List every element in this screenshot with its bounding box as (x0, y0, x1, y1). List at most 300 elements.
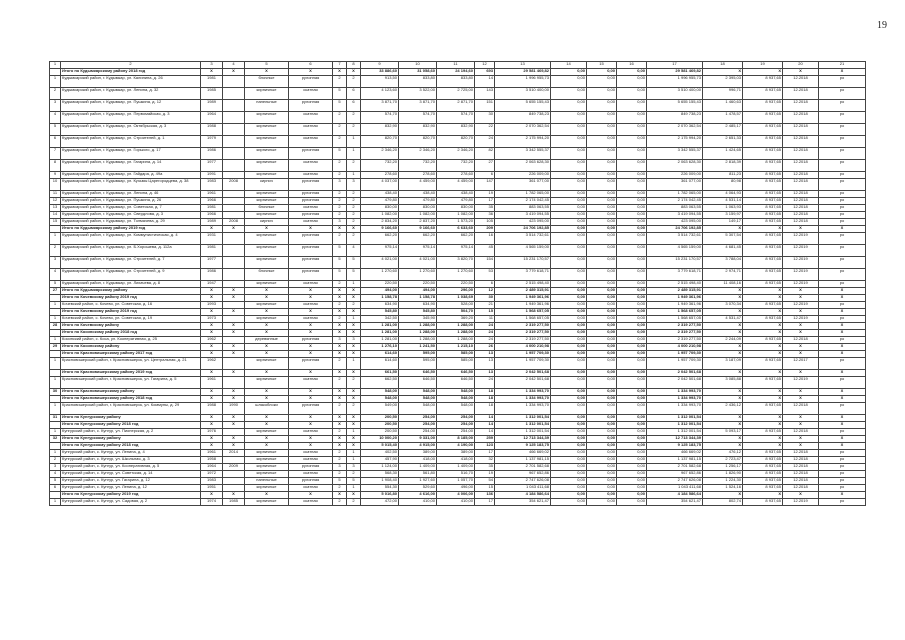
table-cell: X (223, 415, 245, 422)
table-cell: 3 070,34 (703, 302, 743, 309)
column-number: 14 (551, 62, 587, 69)
table-cell: 14 (475, 76, 495, 88)
table-cell: ро (819, 316, 866, 323)
table-row (50, 302, 866, 309)
table-cell: X (703, 330, 743, 337)
table-cell: 5 (333, 100, 347, 112)
table-cell: 1 (50, 76, 61, 88)
table-cell: 12.2018 (783, 160, 819, 172)
table-cell: X (245, 436, 289, 443)
table-cell: скатная (289, 471, 333, 478)
table-cell: кирпичные (245, 198, 289, 205)
table-cell: X (347, 288, 361, 295)
address-cell: Кудымкарский район, г. Кудымкар, ул. Гайдара, д. 49а (61, 172, 201, 179)
address-cell: Итого по Кудымкарскому району 2019 год (61, 226, 201, 233)
table-cell (223, 148, 245, 160)
table-cell: 2 (333, 112, 347, 124)
table-cell: 1 124,00 (361, 464, 399, 471)
table-cell: X (743, 323, 783, 330)
table-cell: 5 (333, 245, 347, 257)
table-cell: 254,00 (399, 422, 437, 429)
table-cell: 0,00 (587, 124, 617, 136)
table-cell: X (245, 69, 289, 76)
table-cell: X (743, 295, 783, 302)
table-cell: 12.2019 (783, 281, 819, 288)
table-cell: 0,00 (551, 69, 587, 76)
table-cell: 2 485,17 (703, 124, 743, 136)
table-cell: X (333, 330, 347, 337)
table-cell: X (347, 330, 361, 337)
table-cell: 8 937,65 (743, 179, 783, 191)
table-cell: X (743, 226, 783, 233)
table-cell: 646,50 (399, 377, 437, 389)
table-cell: 8 937,65 (743, 219, 783, 226)
table-cell: 3 (50, 464, 61, 471)
table-cell: 661,50 (361, 370, 399, 377)
group-total-row (50, 288, 866, 295)
table-cell: 4 565 159,00 (495, 245, 551, 257)
table-cell: 2 (347, 205, 361, 212)
table-cell (223, 233, 245, 245)
table-cell: 5 (347, 478, 361, 485)
table-cell: 254,00 (399, 415, 437, 422)
table-cell: кирпичные (245, 136, 289, 148)
address-cell: Кочевский район, с. Кочево, ул. Советская, д. 19 (61, 316, 201, 323)
table-cell: 0,00 (551, 295, 587, 302)
table-cell: X (289, 436, 333, 443)
table-cell (50, 396, 61, 403)
table-cell: 8 937,65 (743, 191, 783, 198)
table-cell: 2 319 277,50 (647, 330, 703, 337)
table-cell: X (783, 370, 819, 377)
table-cell: X (347, 415, 361, 422)
table-cell: 1 568 657,05 (647, 309, 703, 316)
table-cell: 2 701 582,68 (495, 464, 551, 471)
table-cell: скатная (289, 429, 333, 436)
table-cell: 0,00 (551, 179, 587, 191)
table-cell: X (201, 396, 223, 403)
table-cell: 410,00 (437, 499, 475, 506)
table-cell: 1 460,63 (703, 100, 743, 112)
table-cell: 0,00 (551, 429, 587, 436)
table-cell: X (783, 295, 819, 302)
table-cell: 4 459,00 (437, 179, 475, 191)
table-cell: 12.2019 (783, 245, 819, 257)
table-cell: 479,80 (361, 198, 399, 205)
table-cell: X (223, 288, 245, 295)
table-cell: 0,00 (551, 330, 587, 337)
table-cell: 0,00 (587, 422, 617, 429)
table-cell: 1 276,10 (361, 344, 399, 351)
table-cell: 1981 (201, 76, 223, 88)
table-cell: 3 (333, 337, 347, 344)
table-cell: 8 937,65 (743, 76, 783, 88)
table-cell: 12.2018 (783, 100, 819, 112)
table-cell: 0,00 (587, 436, 617, 443)
address-cell: Итого по Красновишерскому району 2018 год (61, 396, 201, 403)
table-cell: 496,00 (437, 485, 475, 492)
table-cell: блочные (245, 76, 289, 88)
table-cell: ро (819, 377, 866, 389)
table-cell: 1 (347, 172, 361, 179)
table-cell: 0,00 (617, 464, 647, 471)
table-cell: X (245, 330, 289, 337)
table-cell: X (819, 389, 866, 396)
table-cell: 0,00 (587, 179, 617, 191)
table-cell: 12.2018 (783, 403, 819, 415)
address-cell: Кудымкарский район, г. Кудымкар, ул. Пушкина, д. 26 (61, 198, 201, 205)
group-total-row (50, 295, 866, 302)
table-cell: 4 000 210,98 (647, 344, 703, 351)
table-row (50, 212, 866, 219)
table-cell: 2 837,20 (399, 219, 437, 226)
table-cell: ро (819, 148, 866, 160)
table-cell: X (201, 436, 223, 443)
table-cell: 389,00 (437, 450, 475, 457)
table-cell: 545,80 (361, 309, 399, 316)
table-cell: X (819, 396, 866, 403)
table-cell: 732,20 (437, 160, 475, 172)
table-cell: 4 006,00 (437, 492, 475, 499)
table-cell: 2 651,33 (703, 136, 743, 148)
table-cell: 3 187,09 (703, 358, 743, 370)
table-cell: 8 937,65 (743, 499, 783, 506)
table-cell: X (245, 309, 289, 316)
table-cell: 548,00 (361, 389, 399, 396)
table-cell: X (223, 351, 245, 358)
address-cell: Кудымкарский район, г. Кудымкар, ул. Б.Хорошева, д. 112а (61, 245, 201, 257)
table-cell: 1 288,00 (437, 323, 475, 330)
table-cell: 2 (347, 403, 361, 415)
table-cell (223, 302, 245, 309)
table-cell: 0,00 (587, 302, 617, 309)
table-cell: ро (819, 172, 866, 179)
table-cell: 996,71 (703, 88, 743, 100)
table-cell: 2 063 628,30 (495, 160, 551, 172)
table-cell: 27 (50, 288, 61, 295)
table-cell: 12.2018 (783, 219, 819, 226)
table-cell: 136 (475, 492, 495, 499)
table-cell: скатная (289, 485, 333, 492)
table-cell: 8 937,65 (743, 172, 783, 179)
table-cell: 1977 (201, 257, 223, 269)
table-cell: 2 (333, 76, 347, 88)
table-cell: 2 (347, 112, 361, 124)
table-cell: 4 (50, 471, 61, 478)
table-cell: X (223, 69, 245, 76)
table-cell: 0,00 (617, 309, 647, 316)
table-cell: X (783, 492, 819, 499)
table-cell (223, 485, 245, 492)
table-cell: 0,00 (617, 337, 647, 344)
table-cell: 12.2018 (783, 471, 819, 478)
table-cell: X (819, 288, 866, 295)
table-cell: X (245, 389, 289, 396)
table-cell: скатная (289, 219, 333, 226)
table-cell: X (201, 443, 223, 450)
table-cell: 8 937,65 (743, 212, 783, 219)
table-cell: X (333, 443, 347, 450)
table-cell: панельные (245, 100, 289, 112)
table-cell: ро (819, 179, 866, 191)
table-cell: 0,00 (617, 172, 647, 179)
table-cell: 80,98 (703, 179, 743, 191)
table-cell: 2 346,20 (437, 148, 475, 160)
table-cell: X (783, 288, 819, 295)
table-cell: 1981 (201, 205, 223, 212)
table-cell: 0,00 (617, 205, 647, 212)
table-cell: X (223, 396, 245, 403)
table-cell: 0,00 (551, 136, 587, 148)
table-cell: 548,00 (399, 389, 437, 396)
table-cell: 12.2018 (783, 198, 819, 205)
table-cell: X (743, 422, 783, 429)
table-cell: 0,00 (617, 245, 647, 257)
table-cell: 585,00 (437, 358, 475, 370)
table-cell (223, 377, 245, 389)
table-row (50, 450, 866, 457)
table-cell: ро (819, 281, 866, 288)
table-cell: 2 (333, 212, 347, 219)
table-cell: X (245, 415, 289, 422)
table-cell: 3 (347, 179, 361, 191)
table-cell: 8 937,65 (743, 198, 783, 205)
table-cell: 0,00 (617, 316, 647, 323)
table-cell: 1931 (201, 233, 223, 245)
table-cell: кирпичные (245, 160, 289, 172)
table-cell: блочные (245, 205, 289, 212)
table-cell: 2 063 628,30 (647, 160, 703, 172)
table-cell: кирпичные (245, 124, 289, 136)
table-cell: 0,00 (587, 323, 617, 330)
table-cell: 548,00 (361, 396, 399, 403)
address-cell: Кудымкарский район, г. Кудымкар, ул. Гагарина, д. 14 (61, 160, 201, 172)
table-cell: X (819, 330, 866, 337)
table-cell: 12.2018 (783, 478, 819, 485)
table-cell: X (333, 422, 347, 429)
table-cell: 2 489 315,91 (495, 288, 551, 295)
table-cell: X (743, 492, 783, 499)
table-cell (50, 370, 61, 377)
table-cell: 8 937,65 (743, 88, 783, 100)
table-cell: 1 288,00 (437, 330, 475, 337)
table-cell: X (347, 323, 361, 330)
table-cell: 693 (475, 69, 495, 76)
address-cell: Итого по Красновишерскому району (61, 389, 201, 396)
table-cell (223, 471, 245, 478)
table-cell: X (783, 69, 819, 76)
table-cell: X (289, 443, 333, 450)
table-cell: X (783, 351, 819, 358)
address-cell: Итого по Кунгурскому району 2018 год (61, 443, 201, 450)
table-cell: 1 137 981,15 (647, 457, 703, 464)
table-cell (223, 136, 245, 148)
group-total-row (50, 422, 866, 429)
table-cell: 975,14 (399, 245, 437, 257)
table-cell: 0,00 (617, 323, 647, 330)
table-cell: 0,00 (617, 377, 647, 389)
table-cell: 31 058,60 (399, 69, 437, 76)
table-cell: 1 288,00 (399, 323, 437, 330)
table-cell: X (201, 492, 223, 499)
table-cell: 12.2018 (783, 136, 819, 148)
table-cell: 5 (333, 257, 347, 269)
table-cell: 1 (347, 358, 361, 370)
table-cell: 3 159,97 (703, 212, 743, 219)
table-cell: X (333, 295, 347, 302)
table-cell: 1 334 993,70 (647, 403, 703, 415)
address-cell: Кудымкарский район, г. Кудымкар, ул. Пушкина, д. 12 (61, 100, 201, 112)
table-cell: 634,90 (361, 302, 399, 309)
table-cell: 0,00 (587, 226, 617, 233)
table-cell: 0,00 (587, 396, 617, 403)
table-cell: 220,50 (361, 281, 399, 288)
table-cell: 0,00 (551, 226, 587, 233)
table-cell: 0,00 (617, 219, 647, 226)
table-cell: 1 (50, 429, 61, 436)
table-cell: 1961 (201, 191, 223, 198)
table-cell: 8 937,65 (743, 358, 783, 370)
table-cell: 1 270,60 (361, 269, 399, 281)
table-cell: 1985 (223, 499, 245, 506)
table-cell: 18 (475, 396, 495, 403)
table-cell: 1 (50, 302, 61, 309)
table-cell: 151 (475, 100, 495, 112)
address-cell: Итого по Косинскому району 2018 год (61, 330, 201, 337)
group-total-row (50, 309, 866, 316)
table-cell: 0,00 (551, 344, 587, 351)
table-cell: 12 713 344,39 (495, 436, 551, 443)
table-cell: 2 395,03 (703, 76, 743, 88)
table-cell: 14 (475, 415, 495, 422)
table-cell: ро (819, 471, 866, 478)
table-cell: 1989 (201, 219, 223, 226)
table-cell: ро (819, 112, 866, 124)
table-cell: 149,17 (703, 219, 743, 226)
table-cell: X (783, 323, 819, 330)
table-cell: 200,50 (361, 415, 399, 422)
table-cell: скатная (289, 124, 333, 136)
table-cell: 278,60 (437, 172, 475, 179)
table-cell: 3 871,70 (361, 100, 399, 112)
table-cell: 24 (475, 330, 495, 337)
table-cell: 24 706 192,85 (495, 226, 551, 233)
table-cell: X (333, 415, 347, 422)
table-cell: 1 312 001,54 (647, 429, 703, 436)
table-cell: 82 (475, 148, 495, 160)
table-cell: 1961 (201, 377, 223, 389)
table-cell: 1 063,93 (703, 205, 743, 212)
table-cell: 0,00 (617, 76, 647, 88)
table-cell: 0,00 (551, 191, 587, 198)
table-cell: X (743, 389, 783, 396)
table-cell: 5 (347, 269, 361, 281)
table-cell: рулонная (289, 198, 333, 205)
table-cell: 3 522,00 (399, 88, 437, 100)
table-cell: 0,00 (551, 124, 587, 136)
table-cell: 1 082,00 (361, 212, 399, 219)
table-cell: 35 (475, 205, 495, 212)
table-cell: 6 (50, 485, 61, 492)
table-cell: X (783, 422, 819, 429)
table-cell: 0,00 (587, 464, 617, 471)
table-cell: X (289, 323, 333, 330)
table-cell: 4 037,00 (361, 179, 399, 191)
table-cell: 0,00 (551, 389, 587, 396)
address-cell: Итого по Кунгурскому району 2019 год (61, 492, 201, 499)
table-cell: 4 021,00 (361, 257, 399, 269)
table-cell: 646,50 (437, 370, 475, 377)
table-cell: X (347, 295, 361, 302)
address-cell: Кудымкарский район, г. Кудымкар, ул. Строителей, д. 9 (61, 269, 201, 281)
table-cell: 2 (333, 450, 347, 457)
table-cell: 2 818,39 (703, 160, 743, 172)
table-cell: рулонная (289, 403, 333, 415)
table-cell: ро (819, 88, 866, 100)
table-cell: 24 (475, 136, 495, 148)
table-cell: 254,00 (437, 429, 475, 436)
table-cell: 1 573,20 (437, 219, 475, 226)
table-cell: X (289, 415, 333, 422)
table-cell: 8 (50, 160, 61, 172)
address-cell: Итого по Косинскому району (61, 344, 201, 351)
table-cell: X (223, 422, 245, 429)
table-cell: 9 166,60 (399, 226, 437, 233)
table-cell: 0,00 (587, 403, 617, 415)
column-number: 10 (399, 62, 437, 69)
table-cell: 1 256,17 (703, 464, 743, 471)
table-cell: 29 581 469,82 (647, 69, 703, 76)
table-cell: X (783, 415, 819, 422)
column-number: 19 (743, 62, 783, 69)
table-cell: 0,00 (587, 316, 617, 323)
table-cell: 8 937,65 (743, 233, 783, 245)
table-cell: X (201, 295, 223, 302)
table-cell: 1 568 657,05 (647, 316, 703, 323)
table-cell (223, 245, 245, 257)
table-cell: 3 (347, 464, 361, 471)
table-cell: 0,00 (617, 233, 647, 245)
table-cell: 226 009,00 (647, 172, 703, 179)
table-cell: 345,90 (399, 316, 437, 323)
table-cell: 0,00 (617, 443, 647, 450)
table-cell: 0,00 (617, 124, 647, 136)
table-cell: 18 (475, 403, 495, 415)
table-cell: 32 (50, 436, 61, 443)
table-cell: 0,00 (587, 288, 617, 295)
column-number: 6 (289, 62, 333, 69)
group-total-row (50, 226, 866, 233)
table-row (50, 124, 866, 136)
table-cell (50, 443, 61, 450)
table-cell: 259 (475, 436, 495, 443)
table-row (50, 160, 866, 172)
table-cell: 662,20 (361, 233, 399, 245)
table-cell: X (783, 436, 819, 443)
table-row (50, 148, 866, 160)
table-cell: 0,00 (551, 457, 587, 464)
table-cell: 913,50 (361, 76, 399, 88)
table-cell: 1 158,78 (361, 295, 399, 302)
table-cell: X (223, 309, 245, 316)
table-cell: 4 915,00 (399, 443, 437, 450)
table-cell: 1 949 361,96 (495, 302, 551, 309)
table-cell: 0,00 (587, 245, 617, 257)
table-cell: 0,00 (617, 198, 647, 205)
table-cell: кирпичные (245, 457, 289, 464)
table-cell: X (703, 351, 743, 358)
table-cell: 2 (347, 124, 361, 136)
